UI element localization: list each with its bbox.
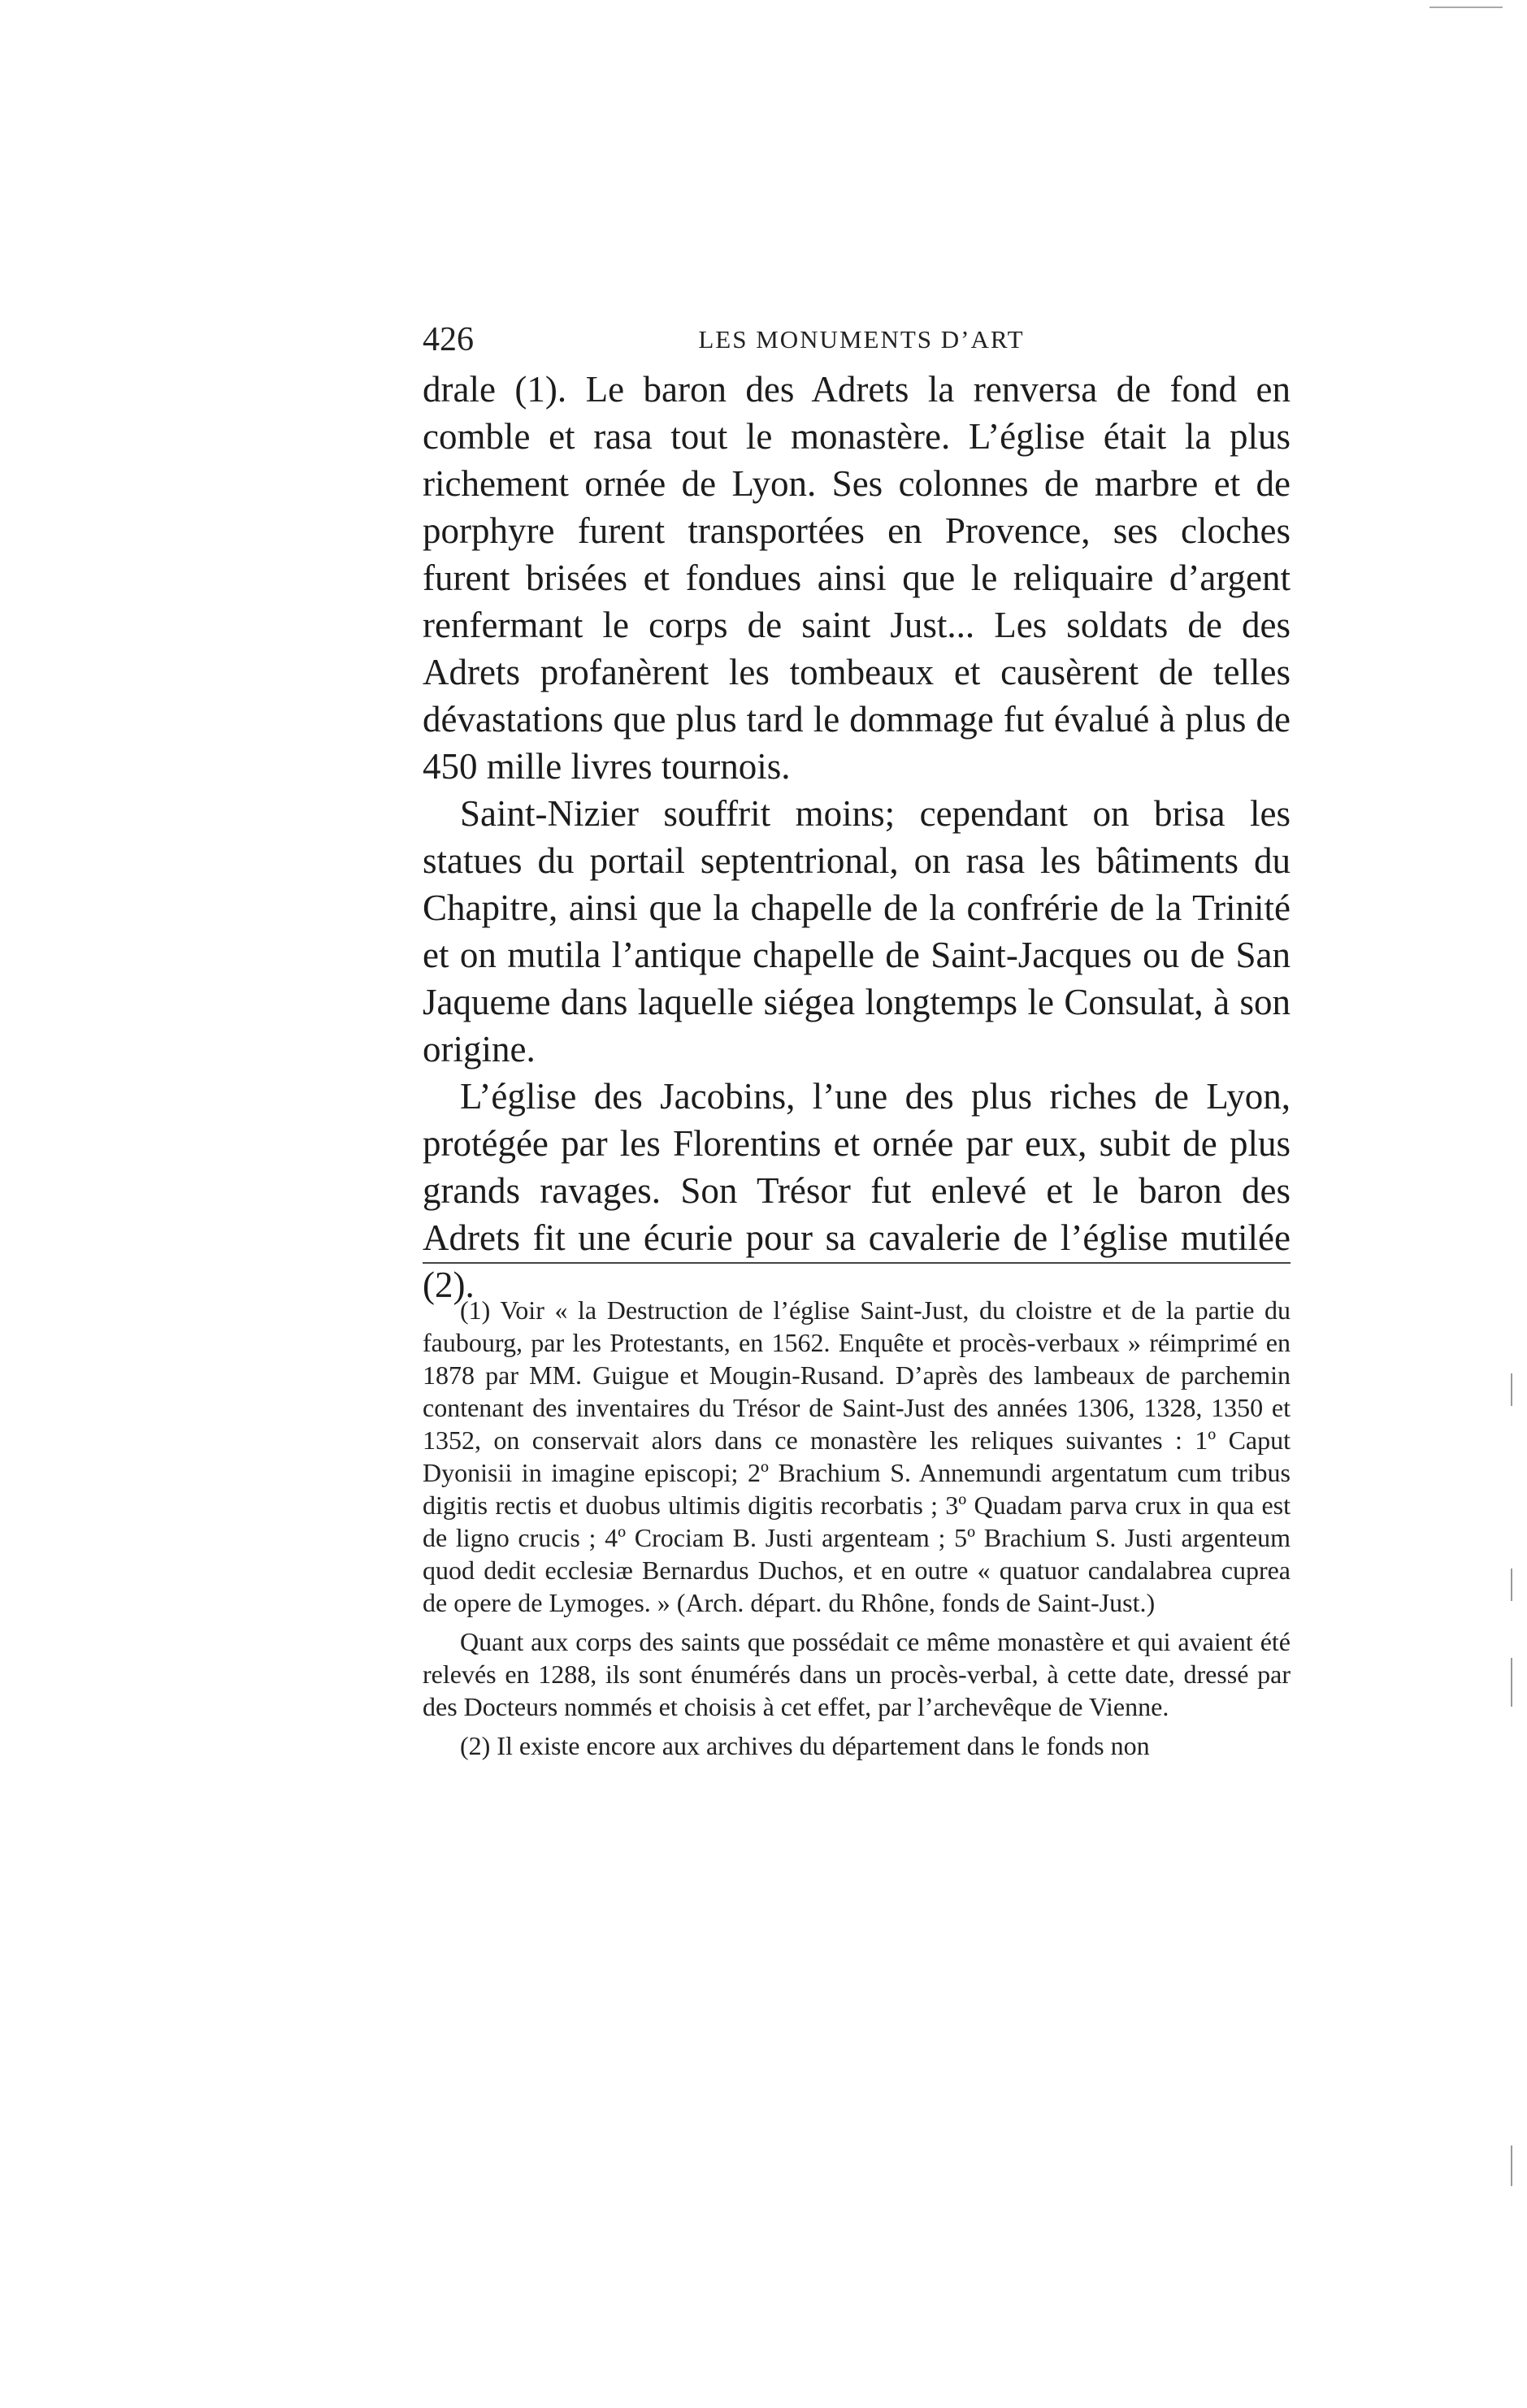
body-paragraph: Saint-Nizier souffrit moins; cependant on brisa les statues du portail septentrional, on rasa les bâtiments du Chapitre, ainsi que la chapelle de la confrérie de la Trinité et on mutila l’antique chapelle de Saint-Jacques ou de San Jaqueme dans laquelle siégea longtemps le Consulat, à son origine. bbox=[423, 793, 1291, 1069]
page-header bbox=[423, 315, 1300, 364]
scan-edge-mark bbox=[1511, 1568, 1512, 1601]
footnotes bbox=[423, 1294, 1291, 1768]
footnote: (2) Il existe encore aux archives du département dans le fonds non bbox=[460, 1731, 1150, 1760]
body-paragraph: L’église des Jacobins, l’une des plus riches de Lyon, protégée par les Florentins et ornée par eux, subit de plus grands ravages. Son Trésor fut enlevé et le baron des Adrets fit une écurie pour sa cavalerie de l’église mutilée (2). bbox=[423, 1076, 1291, 1305]
scan-edge-mark bbox=[1511, 1658, 1512, 1707]
running-head: LES MONUMENTS D’ART bbox=[698, 325, 1025, 354]
scan-edge-mark bbox=[1511, 1373, 1512, 1406]
page-number: 426 bbox=[423, 321, 474, 358]
footnote: Quant aux corps des saints que possédait ce même monastère et qui avaient été relevés en 1288, ils sont énumérés dans un procès-verbal, à cette date, dressé par des Docteurs nommés et choisis à cet effet, par l’archevêque de Vienne. bbox=[423, 1627, 1291, 1721]
footnote-separator bbox=[423, 1262, 1291, 1264]
body-text bbox=[423, 366, 1291, 1308]
scan-edge-mark bbox=[1511, 2146, 1512, 2186]
footnote: (1) Voir « la Destruction de l’église Saint-Just, du cloistre et de la partie du faubourg, par les Protestants, en 1562. Enquête et procès-verbaux » réimprimé en 1878 par MM. Guigue et Mougin-Rusand. D’après des lambeaux de parchemin contenant des inventaires du Trésor de Saint-Just des années 1306, 1328, 1350 et 1352, on conservait alors dans ce monastère les reliques suivantes : 1º Caput Dyonisii in imagine episcopi; 2º Brachium S. Annemundi argentatum cum tribus digitis rectis et duobus ultimis digitis recorbatis ; 3º Quadam parva crux in qua est de ligno crucis ; 4º Crociam B. Justi argenteam ; 5º Brachium S. Justi argenteum quod dedit ecclesiæ Bernardus Duchos, et en outre « quatuor candalabrea cuprea de opere de Lymoges. » (Arch. départ. du Rhône, fonds de Saint-Just.) bbox=[423, 1295, 1291, 1617]
body-paragraph: drale (1). Le baron des Adrets la renversa de fond en comble et rasa tout le monastère. L’église était la plus richement ornée de Lyon. Ses colonnes de marbre et de porphyre furent transportées en Provence, ses cloches furent brisées et fondues ainsi que le reliquaire d’argent renfermant le corps de saint Just... Les soldats de des Adrets profanèrent les tombeaux et causèrent de telles dévastations que plus tard le dommage fut évalué à plus de 450 mille livres tournois. bbox=[423, 369, 1291, 787]
scan-edge-rule bbox=[1429, 7, 1503, 8]
